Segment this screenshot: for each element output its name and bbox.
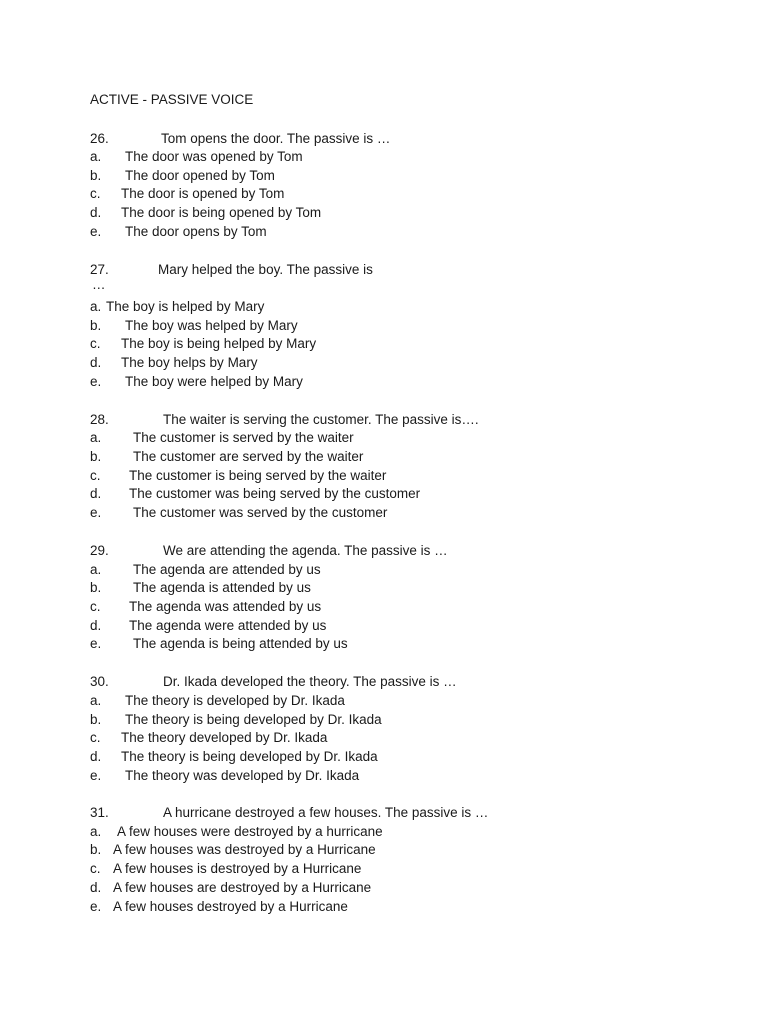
option-letter: e. (90, 224, 102, 239)
option-letter: e. (90, 374, 102, 389)
question-number: 26. (90, 131, 109, 146)
option-letter: b. (90, 842, 102, 857)
option-28b (90, 448, 363, 466)
option-27b (90, 317, 298, 335)
option-text: The customer is served by the waiter (133, 430, 354, 445)
option-letter: c. (90, 336, 101, 351)
option-text: The agenda is attended by us (133, 580, 311, 595)
option-letter: a. (90, 562, 102, 577)
option-text: The boy was helped by Mary (125, 318, 298, 333)
option-29d (90, 617, 326, 635)
option-30a (90, 692, 345, 710)
option-text: The customer is being served by the waiter (129, 468, 387, 483)
option-31c (90, 860, 361, 878)
option-letter: c. (90, 861, 101, 876)
option-letter: e. (90, 505, 102, 520)
option-27c (90, 335, 316, 353)
question-31 (90, 804, 488, 822)
question-28 (90, 411, 479, 429)
option-30e (90, 767, 359, 785)
option-text: The customer was served by the customer (133, 505, 388, 520)
option-letter: b. (90, 580, 102, 595)
option-text: The door is being opened by Tom (121, 205, 322, 220)
option-26a (90, 148, 303, 166)
option-31a (90, 823, 383, 841)
option-26d (90, 204, 321, 222)
option-text: The theory developed by Dr. Ikada (121, 730, 328, 745)
option-letter: b. (90, 712, 102, 727)
option-31d (90, 879, 371, 897)
option-letter: a. (90, 430, 102, 445)
option-text: The boy helps by Mary (121, 355, 258, 370)
option-letter: c. (90, 730, 101, 745)
option-text: A few houses were destroyed by a hurricane (117, 824, 383, 839)
option-letter: d. (90, 355, 102, 370)
option-29e (90, 635, 348, 653)
option-text: A few houses are destroyed by a Hurricane (113, 880, 372, 895)
option-letter: a. (90, 149, 102, 164)
option-29c (90, 598, 321, 616)
option-28a (90, 429, 354, 447)
option-text: The boy is being helped by Mary (121, 336, 317, 351)
option-text: The agenda was attended by us (129, 599, 322, 614)
option-letter: a. (90, 299, 102, 314)
option-text: The theory is being developed by Dr. Ikada (125, 712, 382, 727)
question-29 (90, 542, 448, 560)
option-letter: a. (90, 824, 102, 839)
option-text: The door was opened by Tom (125, 149, 303, 164)
option-text: The customer are served by the waiter (133, 449, 364, 464)
option-letter: c. (90, 599, 101, 614)
option-letter: d. (90, 486, 102, 501)
option-26b (90, 167, 275, 185)
option-letter: e. (90, 636, 102, 651)
question-prompt-continuation: … (92, 277, 106, 292)
option-text: A few houses was destroyed by a Hurricane (113, 842, 376, 857)
option-letter: c. (90, 186, 101, 201)
option-text: A few houses is destroyed by a Hurricane (113, 861, 362, 876)
option-text: A few houses destroyed by a Hurricane (113, 899, 348, 914)
question-prompt: Mary helped the boy. The passive is (158, 262, 373, 277)
option-letter: b. (90, 318, 102, 333)
question-number: 31. (90, 805, 109, 820)
option-29a (90, 561, 321, 579)
option-letter: b. (90, 449, 102, 464)
option-text: The boy is helped by Mary (106, 299, 265, 314)
option-letter: d. (90, 880, 102, 895)
option-letter: c. (90, 468, 101, 483)
option-27a (90, 298, 264, 316)
option-27d (90, 354, 258, 372)
option-27e (90, 373, 303, 391)
option-letter: a. (90, 693, 102, 708)
option-31b (90, 841, 376, 859)
option-text: The agenda is being attended by us (133, 636, 348, 651)
option-30c (90, 729, 327, 747)
question-prompt: Dr. Ikada developed the theory. The passive is … (163, 674, 457, 689)
option-text: The theory is developed by Dr. Ikada (125, 693, 345, 708)
option-text: The door opened by Tom (125, 168, 275, 183)
option-letter: d. (90, 205, 102, 220)
question-prompt: Tom opens the door. The passive is … (161, 131, 391, 146)
option-28d (90, 485, 420, 503)
option-text: The door is opened by Tom (121, 186, 285, 201)
page-title: ACTIVE - PASSIVE VOICE (90, 92, 254, 107)
option-31e (90, 898, 348, 916)
question-number: 28. (90, 412, 109, 427)
option-26c (90, 185, 284, 203)
question-26 (90, 130, 390, 148)
question-number: 27. (90, 262, 109, 277)
option-29b (90, 579, 311, 597)
question-30 (90, 673, 457, 691)
option-text: The agenda were attended by us (129, 618, 327, 633)
question-prompt: A hurricane destroyed a few houses. The passive is … (163, 805, 489, 820)
option-text: The customer was being served by the customer (129, 486, 421, 501)
option-28e (90, 504, 387, 522)
question-number: 30. (90, 674, 109, 689)
option-text: The door opens by Tom (125, 224, 267, 239)
option-letter: e. (90, 768, 102, 783)
option-text: The theory was developed by Dr. Ikada (125, 768, 360, 783)
option-text: The boy were helped by Mary (125, 374, 303, 389)
option-30d (90, 748, 378, 766)
option-text: The theory is being developed by Dr. Ikada (121, 749, 378, 764)
question-number: 29. (90, 543, 109, 558)
option-text: The agenda are attended by us (133, 562, 321, 577)
option-28c (90, 467, 386, 485)
question-27 (90, 261, 373, 279)
question-prompt: We are attending the agenda. The passive is … (163, 543, 448, 558)
option-26e (90, 223, 267, 241)
option-letter: b. (90, 168, 102, 183)
option-30b (90, 711, 382, 729)
question-prompt: The waiter is serving the customer. The passive is…. (163, 412, 479, 427)
option-letter: e. (90, 899, 102, 914)
option-letter: d. (90, 618, 102, 633)
option-letter: d. (90, 749, 102, 764)
